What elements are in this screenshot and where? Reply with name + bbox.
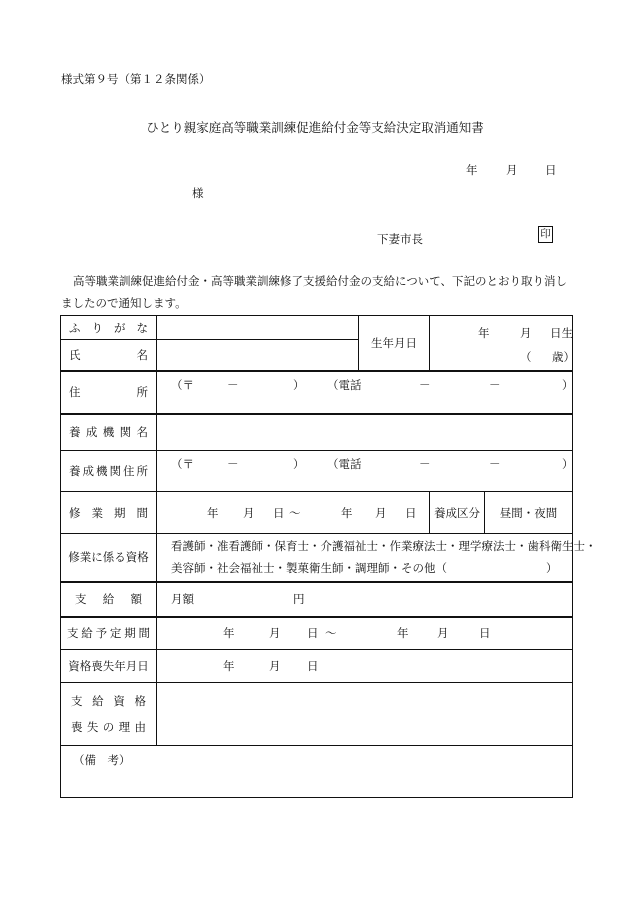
yen-label: 円 — [293, 592, 305, 606]
qualification-close: ） — [546, 561, 558, 576]
inst-postal-open: （〒 — [171, 457, 194, 471]
inst-postal-dash: － — [227, 457, 239, 471]
study-period-row — [61, 492, 573, 534]
study-tilde: ～ — [289, 505, 301, 520]
address-phone-close: ） — [562, 377, 574, 392]
birth-year: 年 — [478, 325, 490, 340]
qualification-row — [61, 534, 573, 582]
training-category-label: 養成区分 — [430, 492, 485, 534]
scheduled-end-month: 月 — [437, 626, 449, 641]
address-value — [157, 371, 573, 414]
inst-phone-close: ） — [562, 457, 574, 471]
address-label: 住所 — [69, 385, 148, 399]
remarks-row — [61, 746, 573, 798]
address-phone-dash-1: － — [419, 377, 431, 392]
inst-phone-dash-2: － — [489, 457, 501, 471]
remarks-cell — [61, 746, 573, 798]
inst-postal-close: ） — [293, 457, 305, 471]
loss-year: 年 — [223, 659, 235, 673]
study-start-year: 年 — [207, 505, 219, 520]
birth-month: 月 — [520, 325, 532, 340]
furigana-row — [61, 316, 573, 340]
payment-amount-row — [61, 582, 573, 617]
institution-name-row — [61, 414, 573, 451]
issuer-name: 下妻市長 — [377, 232, 423, 246]
notice-form-table — [60, 315, 597, 798]
institution-address-value — [157, 451, 573, 492]
document-title: ひとり親家庭高等職業訓練促進給付金等支給決定取消通知書 — [146, 120, 484, 135]
study-start-month: 月 — [243, 505, 255, 520]
qualification-line-1: 看護師・准看護師・保育士・介護福祉士・作業療法士・理学療法士・歯科衛生士・ — [171, 539, 597, 554]
training-category-value: 昼間・夜間 — [485, 492, 573, 534]
loss-reason-row — [61, 683, 573, 746]
address-postal-close: ） — [293, 377, 305, 392]
institution-name-label: 養成機関名 — [69, 425, 148, 440]
loss-date-label: 資格喪失年月日 — [68, 659, 149, 673]
birthdate-value — [430, 316, 573, 371]
institution-address-label: 養成機関住所 — [69, 464, 148, 478]
loss-day: 日 — [307, 659, 319, 673]
loss-reason-label-line-2: 喪失の理由 — [71, 720, 146, 734]
address-postal-open: （〒 — [171, 377, 194, 392]
scheduled-start-month: 月 — [269, 626, 281, 641]
address-row — [61, 371, 573, 414]
address-postal-dash: － — [227, 377, 239, 392]
inst-phone-dash-1: － — [419, 457, 431, 471]
scheduled-end-day: 日 — [479, 626, 491, 641]
study-start-day: 日 — [273, 505, 285, 520]
study-end-year: 年 — [341, 505, 353, 520]
loss-reason-label — [61, 683, 157, 746]
issue-date-day: 日 — [545, 163, 557, 177]
qualification-value — [157, 534, 597, 582]
scheduled-period-row — [61, 617, 573, 650]
payment-amount-value — [157, 582, 573, 617]
monthly-label: 月額 — [171, 592, 194, 606]
study-period-value — [157, 492, 430, 534]
name-value — [157, 340, 359, 371]
scheduled-period-label: 支給予定期間 — [67, 626, 150, 641]
age-close: 歳） — [552, 349, 575, 364]
scheduled-end-year: 年 — [397, 626, 409, 641]
loss-reason-value — [157, 683, 573, 746]
qualification-label: 修業に係る資格 — [68, 550, 149, 565]
remarks-label: （備 考） — [73, 753, 131, 767]
institution-address-row — [61, 451, 573, 492]
age-open: （ — [520, 349, 532, 364]
study-end-month: 月 — [375, 505, 387, 520]
scheduled-start-year: 年 — [223, 626, 235, 641]
issue-date-month: 月 — [506, 163, 518, 177]
name-label: 氏名 — [69, 347, 148, 362]
birth-day-suffix: 日生 — [550, 325, 573, 340]
address-phone-open: （電話 — [327, 377, 362, 392]
scheduled-tilde: ～ — [325, 626, 337, 641]
inst-phone-open: （電話 — [327, 457, 362, 471]
loss-reason-label-line-1: 支給資格 — [71, 694, 146, 708]
furigana-value — [157, 316, 359, 340]
scheduled-period-value — [157, 617, 573, 650]
notice-body-text: 高等職業訓練促進給付金・高等職業訓練修了支援給付金の支給について、下記のとおり取り消しましたので通知します。 — [61, 274, 568, 310]
institution-name-value — [157, 414, 573, 451]
scheduled-start-day: 日 — [307, 626, 319, 641]
addressee-suffix: 様 — [192, 186, 204, 200]
loss-date-value — [157, 650, 573, 683]
study-period-label: 修業期間 — [69, 505, 148, 520]
address-phone-dash-2: － — [489, 377, 501, 392]
study-end-day: 日 — [405, 505, 417, 520]
furigana-label: ふりがな — [69, 320, 148, 335]
issue-date-year: 年 — [466, 163, 478, 177]
seal-mark: 印 — [538, 226, 553, 243]
loss-month: 月 — [269, 659, 281, 673]
birthdate-label: 生年月日 — [359, 316, 430, 371]
payment-amount-label: 支給額 — [75, 592, 142, 606]
loss-date-row — [61, 650, 573, 683]
qualification-line-2: 美容師・社会福祉士・製菓衛生師・調理師・その他（ — [171, 561, 447, 576]
form-number: 様式第９号（第１２条関係） — [61, 72, 211, 86]
